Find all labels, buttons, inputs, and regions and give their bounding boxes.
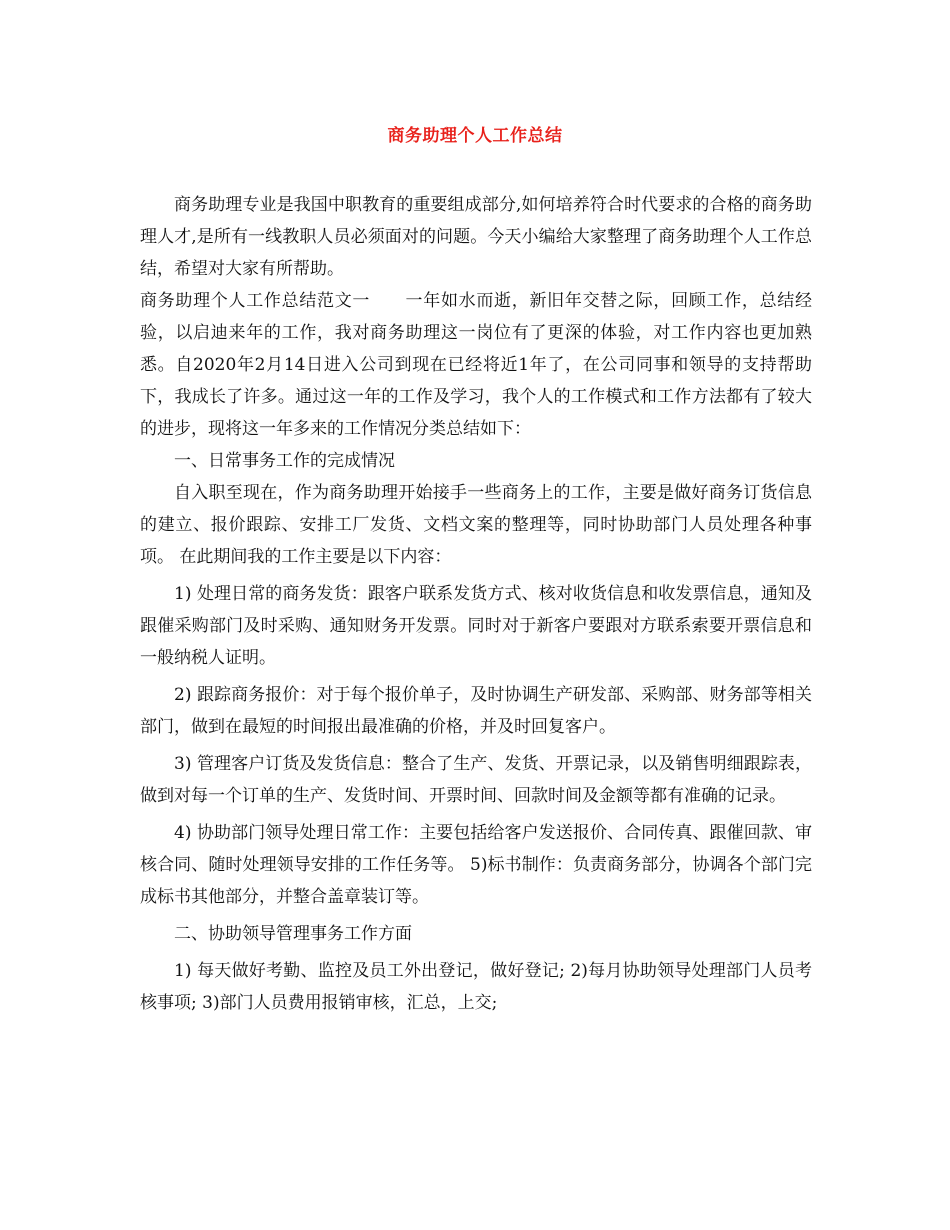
list-item-shipping: 1) 处理日常的商务发货：跟客户联系发货方式、核对收货信息和收发票信息，通知及跟催采购部门及时采购、通知财务开发票。同时对于新客户要跟对方联系索要开票信息和一般纳税人证明。	[140, 584, 812, 668]
paragraph-daily-work: 自入职至现在，作为商务助理开始接手一些商务上的工作，主要是做好商务订货信息的建立、报价跟踪、安排工厂发货、文档文案的整理等，同时协助部门人员处理各种事项。 在此期间我的工作主要是以下内容：	[140, 483, 812, 567]
paragraph-sample-one: 商务助理个人工作总结范文一 一年如水而逝，新旧年交替之际，回顾工作，总结经验，以启迪来年的工作，我对商务助理这一岗位有了更深的体验，对工作内容也更加熟悉。自2020年2月14日进入公司到现在已经将近1年了，在公司同事和领导的支持帮助下，我成长了许多。通过这一年的工作及学习，我个人的工作模式和工作方法都有了较大的进步，现将这一年多来的工作情况分类总结如下：	[140, 291, 812, 439]
paragraph-intro: 商务助理专业是我国中职教育的重要组成部分,如何培养符合时代要求的合格的商务助理人才,是所有一线教职人员必须面对的问题。今天小编给大家整理了商务助理个人工作总结，希望对大家有所帮助。	[140, 195, 812, 279]
document-title: 商务助理个人工作总结	[387, 126, 563, 146]
list-item-assist-leader: 4) 协助部门领导处理日常工作：主要包括给客户发送报价、合同传真、跟催回款、审核合同、随时处理领导安排的工作任务等。 5)标书制作：负责商务部分，协调各个部门完成标书其他部分，并整合盖章装订等。	[140, 823, 812, 907]
list-item-attendance: 1) 每天做好考勤、监控及员工外出登记，做好登记; 2)每月协助领导处理部门人员考核事项; 3)部门人员费用报销审核，汇总，上交;	[140, 961, 812, 1013]
section-heading-daily-work: 一、日常事务工作的完成情况	[174, 451, 395, 471]
list-item-order-info: 3) 管理客户订货及发货信息：整合了生产、发货、开票记录，以及销售明细跟踪表，做到对每一个订单的生产、发货时间、开票时间、回款时间及金额等都有准确的记录。	[140, 754, 812, 806]
list-item-quotation: 2) 跟踪商务报价：对于每个报价单子，及时协调生产研发部、采购部、财务部等相关部门，做到在最短的时间报出最准确的价格，并及时回复客户。	[140, 685, 812, 737]
section-heading-management: 二、协助领导管理事务工作方面	[174, 924, 412, 944]
document-body	[140, 189, 812, 1019]
